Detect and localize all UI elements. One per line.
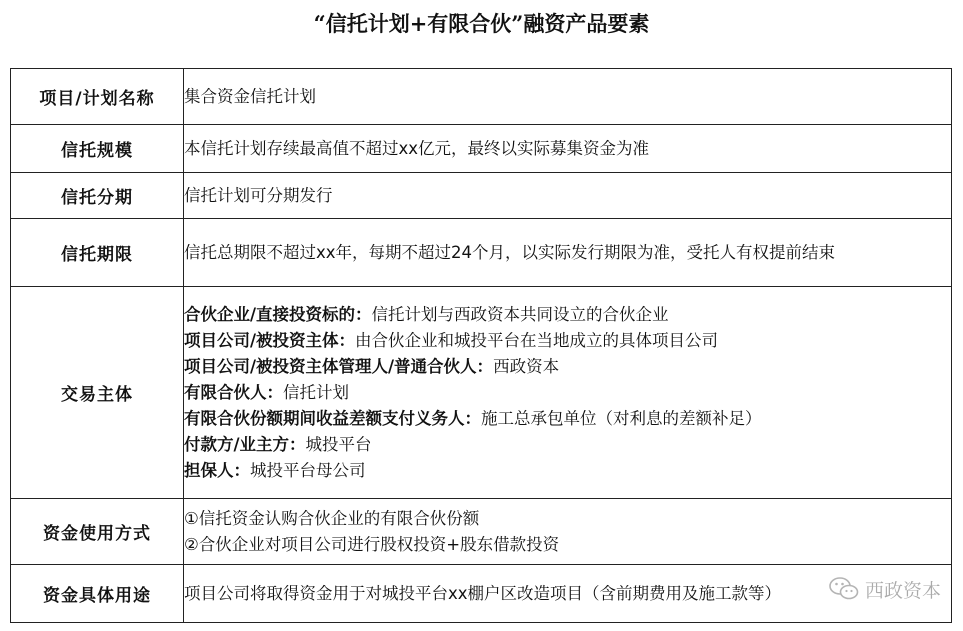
list-item: ②合伙企业对项目公司进行股权投资+股东借款投资 (184, 534, 560, 554)
watermark (829, 575, 941, 603)
row-value: 本信托计划存续最高值不超过xx亿元，最终以实际募集资金为准 (184, 125, 952, 173)
row-value: 信托计划可分期发行 (184, 173, 952, 219)
party-key: 项目公司/被投资主体管理人/普通合伙人： (184, 356, 494, 376)
table-row-installments (11, 173, 952, 219)
party-value: 施工总承包单位（对利息的差额补足） (481, 408, 762, 428)
list-item (184, 458, 951, 484)
list-item: ①信托资金认购合伙企业的有限合伙份额 (184, 508, 480, 528)
row-label: 交易主体 (11, 287, 184, 499)
row-label: 资金具体用途 (11, 565, 184, 623)
party-key: 有限合伙份额期间收益差额支付义务人： (184, 408, 481, 428)
party-value: 城投平台 (305, 434, 372, 454)
parties-list (184, 287, 952, 499)
wechat-icon (829, 576, 859, 602)
row-value (184, 499, 952, 565)
page-title: “信托计划+有限合伙”融资产品要素 (313, 11, 650, 36)
list-item (184, 354, 951, 380)
party-value: 城投平台母公司 (250, 460, 366, 480)
party-key: 有限合伙人： (184, 382, 283, 402)
party-value: 西政资本 (493, 356, 560, 376)
list-item (184, 380, 951, 406)
party-value: 信托计划与西政资本共同设立的合伙企业 (371, 304, 669, 324)
table-row-fund-purpose (11, 565, 952, 623)
row-value: 集合资金信托计划 (184, 69, 952, 125)
table-row-fund-usage-method (11, 499, 952, 565)
table-row-parties (11, 287, 952, 499)
table-row-term (11, 219, 952, 287)
watermark-text: 西政资本 (864, 579, 941, 602)
party-key: 付款方/业主方： (184, 434, 306, 454)
party-value: 由合伙企业和城投平台在当地成立的具体项目公司 (355, 330, 719, 350)
term-text: 信托总期限不超过xx年，每期不超过24个月，以实际发行期限为准，受托人有权提前结束 (184, 242, 836, 262)
row-label: 项目/计划名称 (11, 69, 184, 125)
fund-purpose-text: 项目公司将取得资金用于对城投平台xx棚户区改造项目（含前期费用及施工款等） (184, 583, 782, 603)
row-value (184, 219, 952, 287)
table-row-scale (11, 125, 952, 173)
table-row-project-name (11, 69, 952, 125)
party-key: 项目公司/被投资主体： (184, 330, 356, 350)
row-label: 信托规模 (11, 125, 184, 173)
list-item (184, 406, 951, 432)
list-item (184, 328, 951, 354)
party-value: 信托计划 (283, 382, 349, 402)
list-item (184, 432, 951, 458)
list-item (184, 302, 951, 328)
product-elements-table (10, 68, 952, 623)
party-key: 合伙企业/直接投资标的： (184, 304, 372, 324)
party-key: 担保人： (184, 460, 250, 480)
row-label: 资金使用方式 (11, 499, 184, 565)
row-label: 信托期限 (11, 219, 184, 287)
row-label: 信托分期 (11, 173, 184, 219)
